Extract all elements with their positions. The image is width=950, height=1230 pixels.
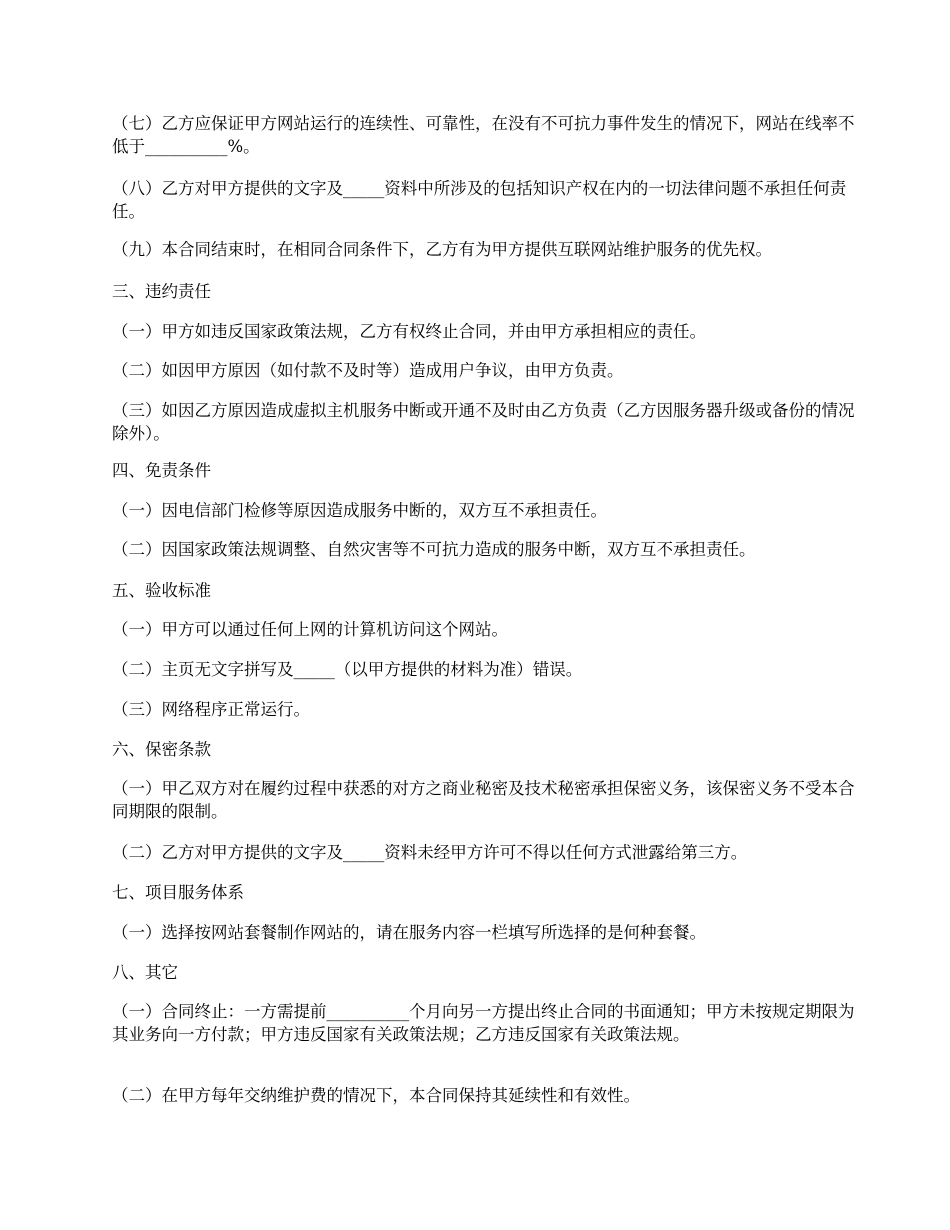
other-clause-1-termination: （一）合同终止：一方需提前__________个月向另一方提出终止合同的书面通知；甲方未按规定期限为其业务向一方付款；甲方违反国家有关政策法规；乙方违反国家有关政策法规。 — [112, 1002, 855, 1044]
breach-clause-2: （二）如因甲方原因（如付款不及时等）造成用户争议，由甲方负责。 — [112, 361, 624, 380]
acceptance-clause-1: （一）甲方可以通过任何上网的计算机访问这个网站。 — [112, 620, 508, 639]
section-heading-exemption: 四、免责条件 — [112, 461, 211, 480]
clause-9-priority-right: （九）本合同结束时，在相同合同条件下，乙方有为甲方提供互联网站维护服务的优先权。 — [112, 240, 772, 259]
section-heading-acceptance: 五、验收标准 — [112, 581, 211, 600]
breach-clause-1: （一）甲方如违反国家政策法规，乙方有权终止合同，并由甲方承担相应的责任。 — [112, 322, 706, 341]
section-heading-service-system: 七、项目服务体系 — [112, 883, 244, 902]
confidentiality-clause-1: （一）甲乙双方对在履约过程中获悉的对方之商业秘密及技术秘密承担保密义务，该保密义务不受本合同期限的限制。 — [112, 779, 855, 821]
breach-clause-3: （三）如因乙方原因造成虚拟主机服务中断或开通不及时由乙方负责（乙方因服务器升级或备份的情况除外）。 — [112, 401, 855, 443]
section-heading-breach: 三、违约责任 — [112, 282, 211, 301]
service-system-clause-1: （一）选择按网站套餐制作网站的，请在服务内容一栏填写所选择的是何种套餐。 — [112, 923, 706, 942]
clause-8-liability-exemption: （八）乙方对甲方提供的文字及_____资料中所涉及的包括知识产权在内的一切法律问题不承担任何责任。 — [112, 179, 847, 221]
acceptance-clause-3: （三）网络程序正常运行。 — [112, 700, 310, 719]
section-heading-other: 八、其它 — [112, 963, 178, 982]
confidentiality-clause-2: （二）乙方对甲方提供的文字及_____资料未经甲方许可不得以任何方式泄露给第三方。 — [112, 843, 748, 862]
clause-7-website-uptime: （七）乙方应保证甲方网站运行的连续性、可靠性，在没有不可抗力事件发生的情况下，网站在线率不低于__________%。 — [112, 114, 855, 156]
section-heading-confidentiality: 六、保密条款 — [112, 740, 211, 759]
acceptance-clause-2: （二）主页无文字拼写及_____（以甲方提供的材料为准）错误。 — [112, 660, 583, 679]
other-clause-2-validity: （二）在甲方每年交纳维护费的情况下，本合同保持其延续性和有效性。 — [112, 1086, 640, 1105]
exemption-clause-2: （二）因国家政策法规调整、自然灾害等不可抗力造成的服务中断，双方互不承担责任。 — [112, 540, 756, 559]
exemption-clause-1: （一）因电信部门检修等原因造成服务中断的，双方互不承担责任。 — [112, 501, 607, 520]
